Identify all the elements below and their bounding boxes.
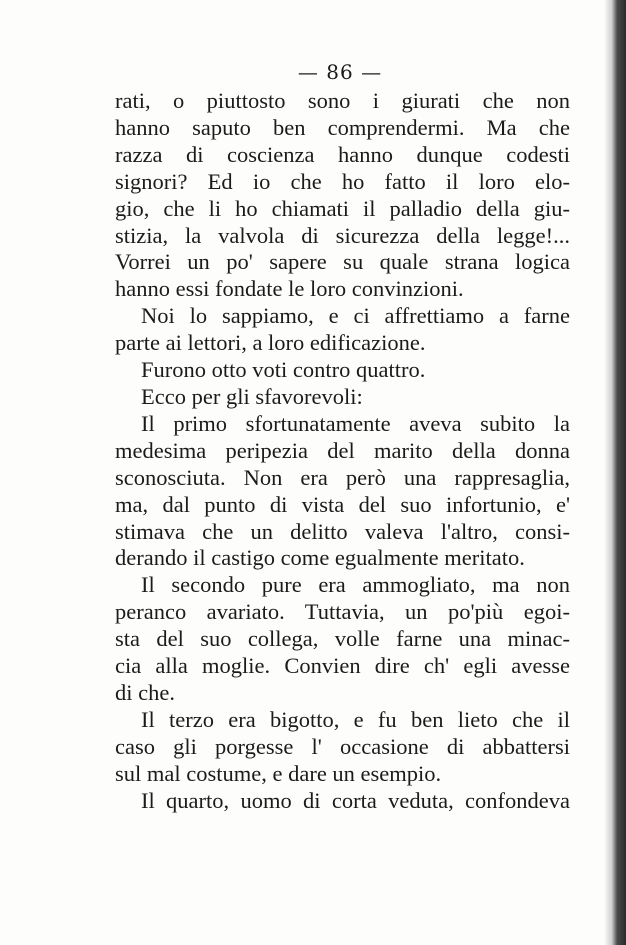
text-line: Vorrei un po' sapere su quale strana logica	[115, 249, 570, 275]
text-line: parte ai lettori, a loro edificazione.	[115, 330, 426, 356]
page-number: — 86 —	[297, 60, 383, 84]
text-line: sul mal costume, e dare un esempio.	[115, 760, 442, 786]
text-line: Il quarto, uomo di corta veduta, confondeva	[141, 787, 570, 813]
text-line: di che.	[115, 679, 175, 705]
text-line: hanno essi fondate le loro convinzioni.	[115, 276, 464, 302]
text-line: razza di coscienza hanno dunque codesti	[115, 141, 570, 167]
text-line: caso gli porgesse l' occasione di abbattersi	[115, 733, 570, 759]
text-line: hanno saputo ben comprendermi. Ma che	[115, 114, 570, 140]
text-line: derando il castigo come egualmente meritato.	[115, 545, 525, 571]
text-line: stizia, la valvola di sicurezza della legge!...	[115, 222, 570, 248]
text-line: Noi lo sappiamo, e ci affrettiamo a farne	[141, 303, 570, 329]
text-line: stimava che un delitto valeva l'altro, consi-	[115, 518, 570, 544]
text-line: gio, che li ho chiamati il palladio della giu-	[115, 195, 570, 221]
text-line: cia alla moglie. Convien dire ch' egli avesse	[115, 653, 570, 679]
text-line: sconosciuta. Non era però una rappresaglia,	[115, 464, 570, 490]
text-line: sta del suo collega, volle farne una minac-	[115, 626, 570, 652]
body-text	[115, 88, 570, 814]
text-line: Il primo sfortunatamente aveva subito la	[141, 410, 570, 436]
text-line: peranco avariato. Tuttavia, un po'più egoi-	[115, 599, 570, 625]
text-line: medesima peripezia del marito della donna	[115, 437, 570, 463]
page-edge-shadow	[604, 0, 626, 945]
text-line: Ecco per gli sfavorevoli:	[141, 383, 363, 409]
text-line: Furono otto voti contro quattro.	[141, 357, 426, 383]
text-line: Il secondo pure era ammogliato, ma non	[141, 572, 570, 598]
text-line: Il terzo era bigotto, e fu ben lieto che il	[141, 706, 570, 732]
text-line: rati, o piuttosto sono i giurati che non	[115, 88, 570, 113]
text-line: signori? Ed io che ho fatto il loro elo-	[115, 168, 570, 194]
text-line: ma, dal punto di vista del suo infortunio, e'	[115, 491, 570, 517]
